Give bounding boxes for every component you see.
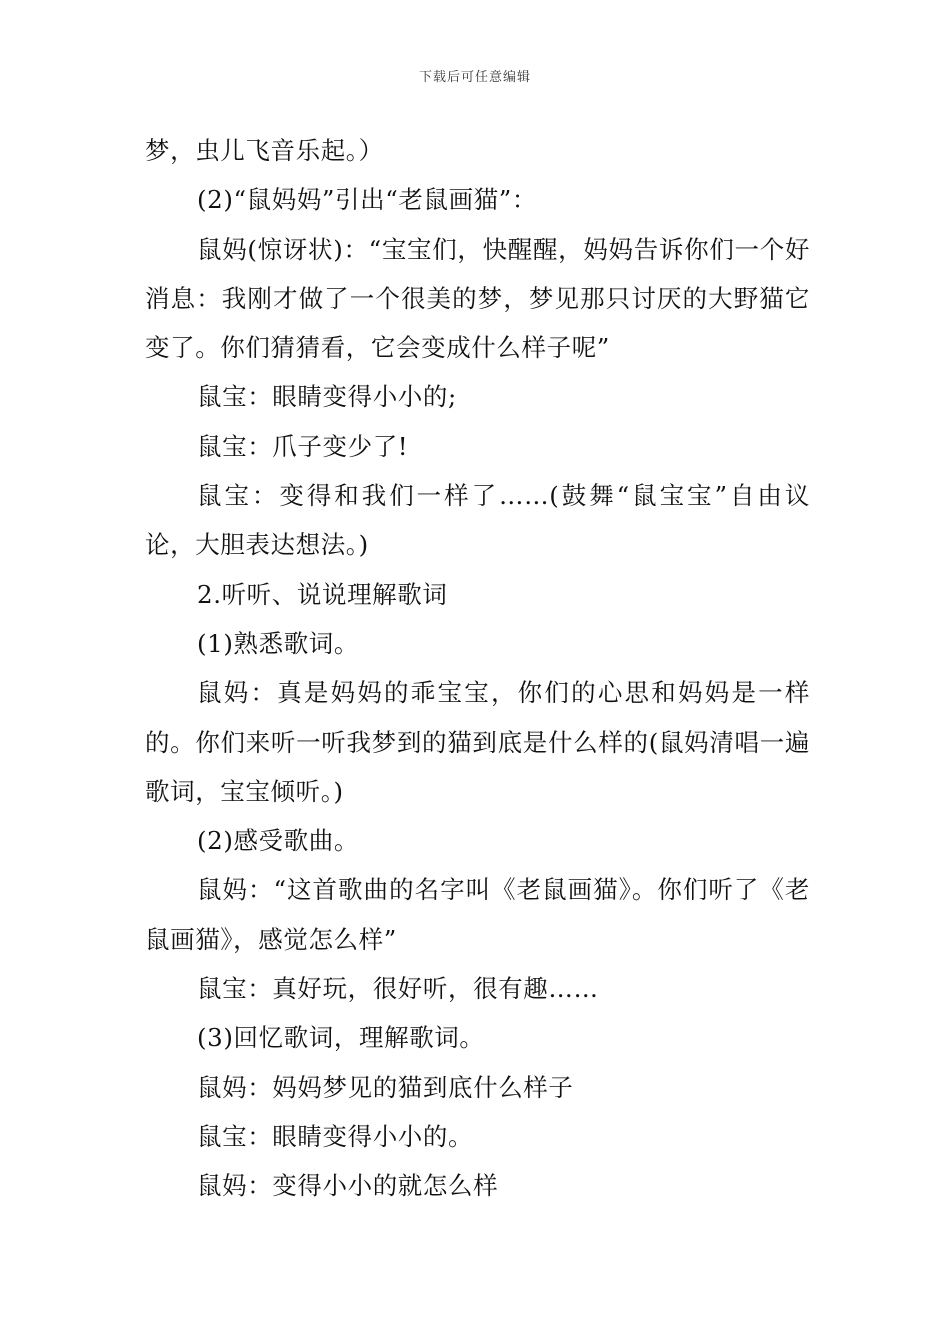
paragraph: 鼠宝：真好玩，很好听，很有趣……	[197, 974, 599, 1004]
paragraph: (3)回忆歌词，理解歌词。	[197, 1023, 485, 1053]
page-header: 下载后可任意编辑	[418, 70, 531, 85]
paragraph: 鼠宝：爪子变少了!	[197, 431, 409, 461]
paragraph: 鼠宝：变得和我们一样了……(鼓舞“鼠宝宝”自由议论，大胆表达想法。)	[145, 481, 810, 560]
paragraph: 鼠宝：眼睛变得小小的。	[197, 1121, 474, 1151]
paragraph: 鼠妈：真是妈妈的乖宝宝，你们的心思和妈妈是一样的。你们来听一听我梦到的猫到底是什么样的(鼠妈清唱一遍歌词，宝宝倾听。)	[145, 678, 810, 806]
document-body	[145, 126, 810, 1211]
paragraph: (2)“鼠妈妈”引出“老鼠画猫”：	[197, 185, 538, 215]
paragraph: 鼠妈(惊讶状)：“宝宝们，快醒醒，妈妈告诉你们一个好消息：我刚才做了一个很美的梦，梦见那只讨厌的大野猫它变了。你们猜猜看，它会变成什么样子呢”	[145, 234, 810, 363]
paragraph: (2)感受歌曲。	[197, 826, 360, 856]
paragraph: 鼠妈：变得小小的就怎么样	[197, 1171, 499, 1201]
paragraph: (1)熟悉歌词。	[197, 628, 360, 658]
paragraph: 梦，虫儿飞音乐起。）	[145, 136, 384, 165]
paragraph: 鼠妈：妈妈梦见的猫到底什么样子	[197, 1072, 574, 1102]
paragraph: 鼠妈：“这首歌曲的名字叫《老鼠画猫》。你们听了《老鼠画猫》，感觉怎么样”	[145, 875, 810, 954]
paragraph: 2.听听、说说理解歌词	[197, 579, 448, 609]
paragraph: 鼠宝：眼睛变得小小的;	[197, 382, 457, 412]
